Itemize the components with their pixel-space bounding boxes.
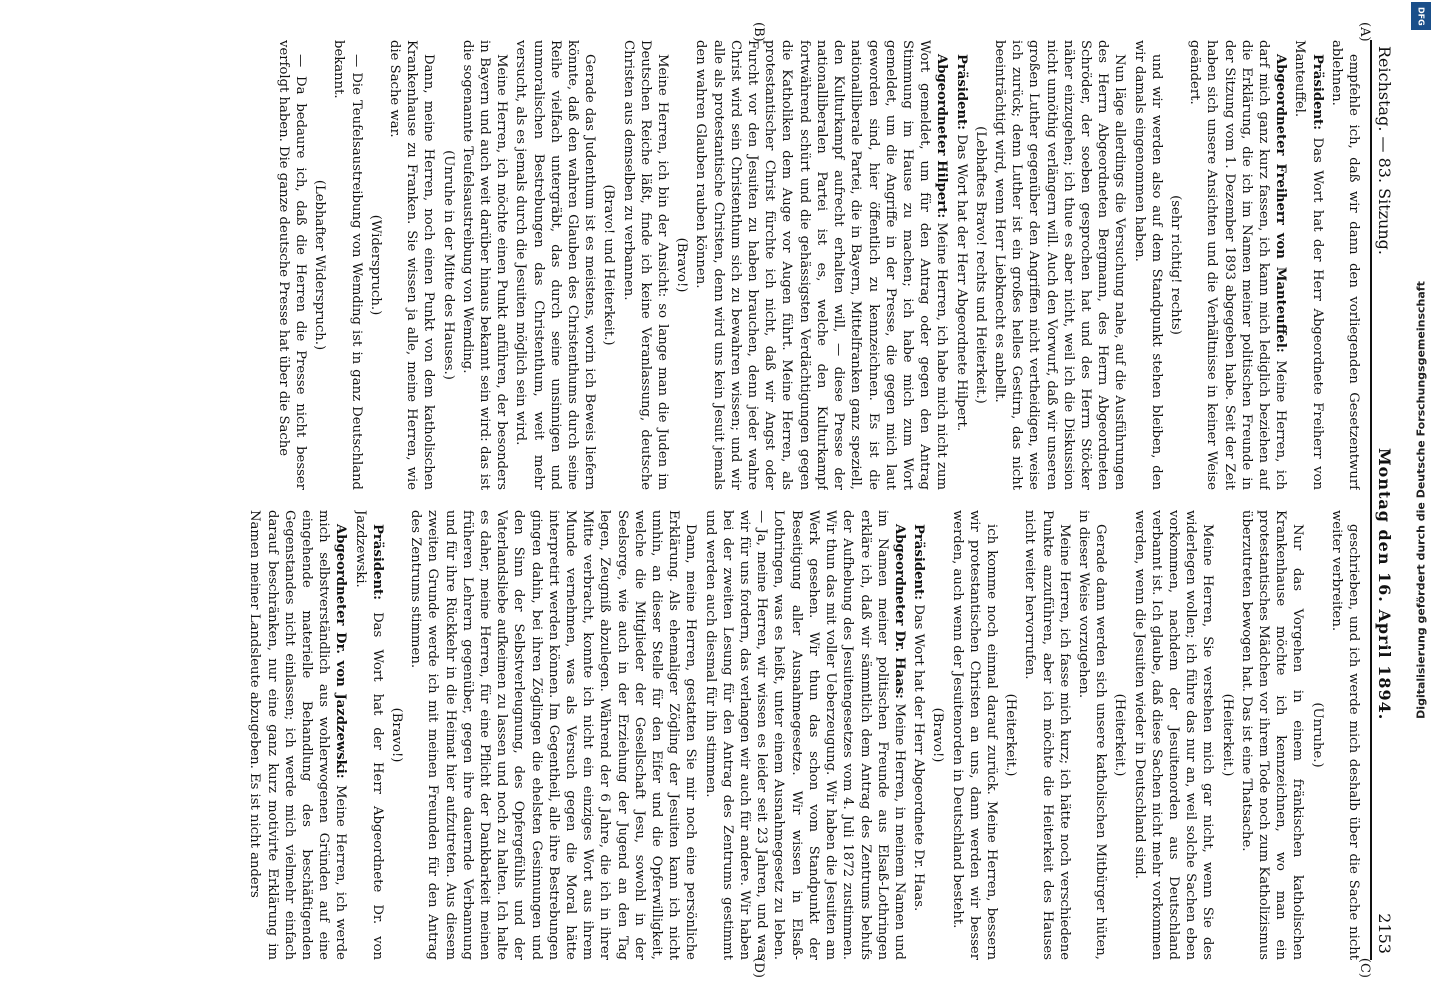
- paragraph-text: Meine Herren, in meinem Namen und im Namen meiner politischen Freunde aus Elsaß-Lothringen erkläre ich, daß wir sämmtlich dem Antrag des Zentrums behufs der Aufhebung des Jesuitengesetzes vom 4. Juli 1872 zustimmen. Wir thun das mit voller Ueberzeugung. Wir haben die Jesuiten am Werk gesehen. Wir thun das schon vom Standpunkt der Beseitigung aller Ausnahmegesetze. Wir wissen in Elsaß-Lothringen, was es heißt, unter einem Ausnahmegesetz zu leben. — Ja, meine Herren, wir wissen es leider seit 23 Jahren, und was wir für uns fordern, das verlangen wir auch für andere. Wir haben bei der zweiten Lesung für den Antrag des Zentrums gestimmt und werden auch diesmal für ihn stimmen.: [702, 510, 907, 960]
- paragraph: [1075, 510, 1109, 960]
- paragraph-text: (Widerspruch.): [367, 214, 383, 316]
- paragraph: [619, 40, 671, 490]
- paragraph: [275, 40, 309, 490]
- paragraph: [1328, 510, 1362, 960]
- speech-paragraph: [701, 510, 907, 960]
- paragraph: [948, 510, 1000, 960]
- paragraph-text: ich komme noch einmal darauf zurück. Meine Herren, bessern wir protestantischen Christen an uns, dann werden wir besser werden, auch wenn der Jesuitenorden in Deutschland besteht.: [949, 510, 999, 960]
- paragraph-text: (Bravo!): [674, 237, 690, 293]
- speech-paragraph: [246, 510, 349, 960]
- paragraph-text: Meine Herren, ich habe mich nicht zum Wort gemeldet, um für den Antrag oder gegen den Antrag Stimmung im Hause zu machen; ich habe mich zum Wort gemeldet, um die Angriffe in der Presse, die gegen mich laut geworden sind, hier öffentlich zu kennzeichnen. Es ist die nationalliberale Partei, die in Bayern, Mittelfranken ganz speziell, den Kulturkampf aufrecht erhalten will, — diese Presse der nationalliberalen Partei ist es, welche den Kulturkampf fortwährend schürt und die gehässigsten Verdächtigungen gegen die Katholiken dem Auge vor Augen führt. Meine Herren, als protestantischer Christ fürchte ich nicht, daß wir Angst oder Furcht vor den Jesuiten zu haben brauchen, denn jeder wahre Christ wird sein Christenthum sich zu bewahren wissen; und wir alle als protestantische Christen, denn wird uns kein Jesuit jemals den wahren Glauben rauben können.: [693, 40, 950, 490]
- speech-paragraph: [952, 40, 969, 490]
- paragraph-text: (Bravo! und Heiterkeit.): [601, 184, 617, 346]
- speaker-label: Abgeordneter Dr. Haas:: [891, 524, 907, 699]
- page-number: 2153: [1375, 913, 1394, 954]
- margin-marker-c: (C): [1357, 957, 1372, 978]
- interjection: [388, 510, 405, 960]
- paragraph-text: Meine Herren, ich bin der Ansicht: so lange man die Juden im Deutschen Reiche läßt, finde ich keine Veranlassung, deutsche Christen aus demselben zu verbannen.: [620, 40, 671, 490]
- interjection: [311, 40, 328, 490]
- paragraph-text: (Heiterkeit.): [1219, 693, 1235, 777]
- paragraph: [1021, 510, 1073, 960]
- paragraph-text: und wir werden also auf dem Standpunkt stehen bleiben, den wir damals eingenommen haben.: [1131, 40, 1164, 490]
- paragraph-text: geschrieben, und ich werde mich deshalb über die Sache nicht weiter verbreiten.: [1328, 510, 1361, 960]
- speech-paragraph: [1291, 40, 1325, 490]
- interjection: [972, 40, 989, 490]
- speaker-label: Abgeordneter Freiherr von Manteuffel:: [1273, 54, 1289, 353]
- paragraph-text: (Bravo!): [930, 707, 946, 763]
- page-header: [1370, 40, 1394, 960]
- dfg-logo: DFG: [1411, 2, 1431, 30]
- right-column: [62, 510, 1362, 960]
- paragraph-text: Gerade das Judenthum ist es meistens, worin ich Beweis liefern könnte, daß den wahren Glauben des Christenthums durch seine Reihe vielfach untergräbt, das durch seine unsinnigen und unmoralischen Bestrebungen das Christenthum, weit mehr versucht, als es jemals durch die Jesuiten möglich sein wird.: [513, 40, 598, 490]
- paragraph-text: Nun läge allerdings die Versuchung nahe, auf die Ausführungen des Herrn Abgeordneten Bergmann, des Herrn Abgeordneten Schröder, der soeben gesprochen hat und des Herrn Stöcker näher einzugehen; ich thue es aber nicht, weil ich die Diskussion nicht unnöthig verlängern will. Auch den Vorwurf, daß wir unseren großen Luther gegenüber den Angriffen nicht vertheidigen, weise ich zurück; denn Luther ist ein großes helles Gestirn, das nicht beeinträchtigt wird, wenn Herr Liebknecht es anbellt.: [991, 40, 1128, 490]
- speech-paragraph: [692, 40, 950, 490]
- paragraph-text: (sehr richtig! rechts): [1167, 195, 1183, 335]
- paragraph-text: Gerade dann werden sich unsere katholischen Mitbürger hüten, in dieser Weise vorzugehen.: [1075, 510, 1109, 960]
- rotated-page: [26, 20, 1406, 980]
- paragraph: [459, 40, 511, 490]
- interjection: [673, 40, 690, 490]
- paragraph-text: Nur das Vorgehen in einem fränkischen katholischen Krankenhause möchte ich kennzeichnen, wo man ein protestantisches Mädchen vor ihrem Tode noch zum Katholizismus überzutreten bewogen hat. Das ist eine Thatsache.: [1238, 510, 1306, 960]
- speaker-label: Präsident:: [369, 524, 385, 601]
- margin-marker-d: (D): [751, 957, 766, 978]
- speaker-label: Präsident:: [1309, 54, 1325, 131]
- paragraph: [991, 40, 1129, 490]
- header-date: Montag den 16. April 1894.: [1375, 447, 1394, 721]
- paragraph-text: (Bravo!): [389, 707, 405, 763]
- speech-paragraph: [1186, 40, 1289, 490]
- paragraph-text: Das Wort hat der Herr Abgeordnete Freiherr von Manteuffel.: [1292, 40, 1325, 490]
- paragraph-text: (Unruhe in der Mitte des Hauses.): [440, 150, 456, 380]
- paragraph: [1328, 40, 1362, 490]
- paragraph-text: (Heiterkeit.): [1003, 693, 1019, 777]
- paragraph-text: Meine Herren, ich werde mich selbstverständlich aus wohlerwogenen Gründen auf eine eingehende materielle Behandlung des beschäftigenden Gegenstandes nicht einlassen; ich werde mich vielmehr einfach darauf beschränken, nur eine ganz kurz motivirte Erklärung im Namen meiner Landsleute abzugeben. Es ist nicht anders: [247, 510, 349, 960]
- paragraph-text: Meine Herren, ich möchte einen Punkt anführen, der besonders in Bayern und auch weit darüber hinaus bekannt sein wird: das ist die sogenannte Teufelsaustreibung von Wemding.: [459, 40, 510, 490]
- paragraph-text: Das Wort hat der Herr Abgeordnete Hilpert.: [953, 134, 969, 432]
- paragraph: [1238, 510, 1307, 960]
- interjection: [929, 510, 946, 960]
- interjection: [600, 40, 617, 490]
- paragraph-text: (Lebhaftes Bravo! rechts und Heiterkeit.): [972, 126, 988, 404]
- interjection: [1308, 510, 1325, 960]
- digitization-sidebar: [1410, 0, 1432, 1000]
- paragraph-text: (Lebhafter Widerspruch.): [312, 179, 328, 351]
- speaker-label: Abgeordneter Hilpert:: [934, 54, 950, 219]
- paragraph: [407, 510, 699, 960]
- header-left: Reichstag. — 83. Sitzung.: [1375, 46, 1394, 255]
- paragraph-text: (Unruhe.): [1309, 702, 1325, 768]
- speaker-label: Präsident:: [911, 524, 927, 601]
- speech-paragraph: [910, 510, 927, 960]
- left-column: [62, 40, 1362, 490]
- interjection: [367, 40, 384, 490]
- paragraph-text: Das Wort hat der Herr Abgeordnete Dr. von Jazdzewski.: [352, 510, 385, 960]
- interjection: [1002, 510, 1019, 960]
- paragraph-text: Dann, meine Herren, noch einen Punkt von dem katholischen Krankenhause zu Franken. Sie wissen ja alle, meine Herren, wie die Sache war.: [387, 40, 437, 490]
- paragraph: [386, 40, 438, 490]
- interjection: [1218, 510, 1235, 960]
- margin-marker-b: (B): [751, 22, 766, 42]
- paragraph-text: (Heiterkeit.): [1112, 693, 1128, 777]
- paragraph: [1130, 40, 1164, 490]
- digitization-credit: Digitalisierung gefördert durch die Deutsche Forschungsgemeinschaft: [1414, 281, 1428, 719]
- interjection: [1167, 40, 1184, 490]
- paragraph: [512, 40, 598, 490]
- paragraph-text: empfehle ich, daß wir dann den vorliegenden Gesetzentwurf ablehnen.: [1328, 40, 1361, 490]
- interjection: [1111, 510, 1128, 960]
- paragraph-text: Dann, meine Herren, gestatten Sie mir noch eine persönliche Erklärung. Als ehemaliger Zögling der Jesuiten kann ich nicht umhin, an dieser Stelle für den Eifer und die Opferwilligkeit, welche die Mitglieder der Gesellschaft Jesu, sowohl in der Seelsorge, wie auch in der Erziehung der Jugend an den Tag legen, Zeugniß abzulegen. Während der 6 Jahre, die ich in ihrer Mitte verbracht, konnte ich nicht ein einziges Wort aus ihrem Munde vernehmen, was als Versuch gegen die Moral hätte interpretirt werden können. Im Gegentheil, alle ihre Bestrebungen gingen dahin, bei ihren Zöglingen die ehelsten Gesinnungen und den Sinn der Selbstverleugnung, des Opfergefühls und der Vaterlandsliebe aufkeimen zu lassen und noch zu halten. Ich halte es daher, meine Herren, für eine Pflicht der Dankbarkeit meinen früheren Lehrern gegenüber, gegen ihre dauernde Verbannung und für ihre Rückkehr in die Heimat hier aufzutreten. Aus diesem zweiten Grunde werde ich mit meinen Freunden für den Antrag des Zentrums stimmen.: [408, 510, 699, 960]
- paragraph-text: — Da bedaure ich, daß die Herren die Presse nicht besser verfolgt haben. Die ganze deutsche Presse hat über die Sache: [275, 40, 309, 490]
- interjection: [439, 40, 456, 490]
- margin-marker-a: (A): [1357, 22, 1372, 42]
- paragraph: [1130, 510, 1216, 960]
- paragraph-text: Das Wort hat der Herr Abgeordnete Dr. Haas.: [911, 604, 927, 912]
- paragraph-text: Meine Herren, ich fasse mich kurz; ich hätte noch verschiedene Punkte anzuführen, aber ich möchte die Heiterkeit des Hauses nicht weiter hervorrufen.: [1022, 510, 1072, 960]
- speaker-label: Abgeordneter Dr. von Jazdzewski:: [333, 524, 349, 779]
- paragraph-text: — Die Teufelsaustreibung von Wemding ist in ganz Deutschland bekannt.: [331, 40, 364, 490]
- paragraph-text: Meine Herren, ich darf mich ganz kurz fassen, ich kann mich lediglich beziehen auf die Erklärung, die ich im Namen meiner politischen Freunde in der Sitzung vom 1. Dezember 1893 abgegeben habe. Seit der Zeit haben sich unsere Ansichten und die Verhältnisse in keiner Weise geändert.: [1187, 40, 1289, 490]
- paragraph-text: Meine Herren, Sie verstehen mich gar nicht, wenn Sie des widerlegen wollen; ich führe das nur an, weil solche Sachen eben vorkommen, nachdem der Jesuitenorden aus Deutschland verbannt ist. Ich glaube, daß diese Sachen nicht mehr vorkommen werden, wenn die Jesuiten wieder in Deutschland sind.: [1131, 510, 1216, 960]
- speaker-label: Präsident:: [953, 54, 969, 131]
- paragraph: [330, 40, 364, 490]
- speech-paragraph: [351, 510, 385, 960]
